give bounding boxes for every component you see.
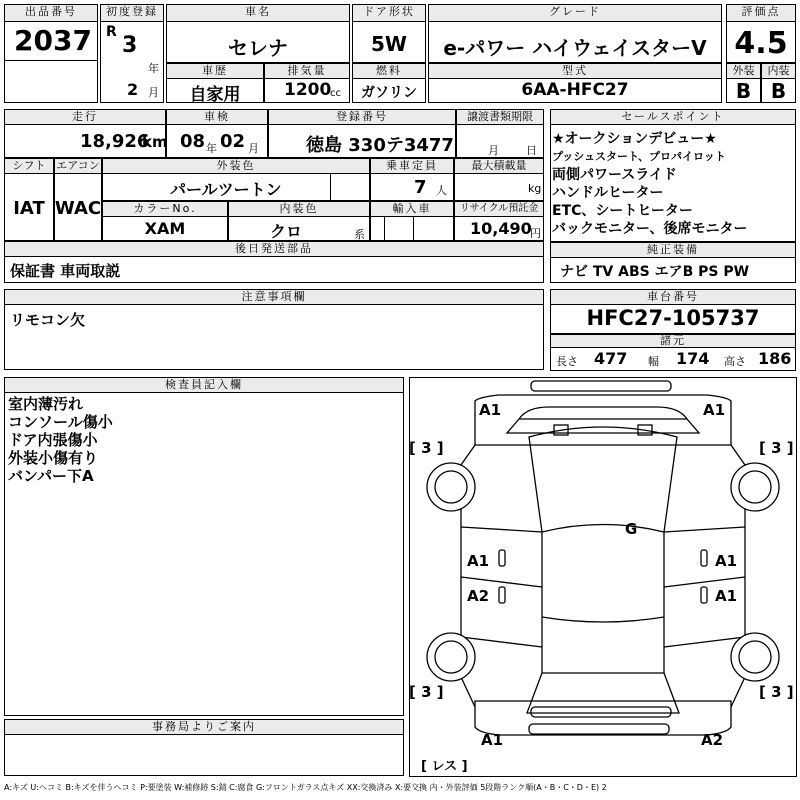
exterior-grade: B [735, 79, 752, 103]
lot-number: 2037 [14, 24, 92, 57]
transfer-deadline-label: 譲渡書類期限 [456, 109, 544, 125]
mark-door-fr: A1 [715, 552, 738, 570]
model: 6AA-HFC27 [521, 80, 629, 100]
length-label: 長さ [556, 355, 578, 368]
color-no: XAM [144, 219, 186, 238]
mark-tire-rr: [ 3 ] [759, 683, 794, 701]
specs-label: 諸元 [550, 334, 796, 348]
mark-tire-fr: [ 3 ] [759, 439, 794, 457]
sales-line: 両側パワースライド [552, 167, 677, 183]
lot-number-label: 出品番号 [4, 4, 98, 22]
mark-door-rr: A1 [715, 587, 738, 605]
inspector-label: 検査員記入欄 [4, 377, 404, 393]
recycle-fee: 10,490 [470, 219, 532, 238]
aircon-label: エアコン [54, 158, 102, 174]
car-name-label: 車名 [166, 4, 350, 22]
door-type: 5W [371, 32, 407, 56]
import-label: 輸入車 [370, 201, 454, 217]
height: 186 [758, 349, 792, 368]
sales-points-label: セールスポイント [550, 109, 796, 125]
score: 4.5 [734, 26, 788, 61]
transfer-day: 日 [526, 144, 537, 157]
mark-door-rl: A2 [467, 587, 490, 605]
fuel-label: 燃料 [352, 63, 426, 79]
era: R [106, 24, 117, 40]
grade-label: グレード [428, 4, 722, 22]
sales-line: ETC、シートヒーター [552, 203, 693, 219]
inspector-line: バンパー下A [8, 467, 94, 485]
mark-door-fl: A1 [467, 552, 490, 570]
equipment: ナビ TV ABS エアB PS PW [560, 264, 750, 280]
recycle-label: リサイクル預託金 [454, 201, 544, 217]
displacement: 1200 [284, 80, 332, 100]
inspection-label: 車検 [166, 109, 268, 125]
mileage: 18,926 [80, 131, 150, 152]
height-label: 高さ [724, 355, 746, 368]
displacement-label: 排気量 [264, 63, 350, 79]
recycle-unit: 円 [530, 227, 541, 240]
exterior-color-label: 外装色 [102, 158, 370, 174]
notes-label: 注意事項欄 [4, 289, 544, 305]
inspector-line: コンソール傷小 [8, 413, 113, 431]
aircon: WAC [54, 198, 102, 219]
lot-number-blank [4, 60, 98, 103]
year-unit: 年 [148, 62, 159, 75]
sales-line: プッシュスタート、プロパイロット [552, 150, 726, 163]
door-type-label: ドア形状 [352, 4, 426, 22]
inspection-month-unit: 月 [248, 142, 259, 155]
shift: IAT [13, 198, 45, 219]
history-label: 車歴 [166, 63, 264, 79]
interior-color-label: 内装色 [228, 201, 370, 217]
capacity-label: 乗車定員 [370, 158, 454, 174]
capacity: 7 [414, 177, 427, 198]
mark-windshield: G [625, 520, 638, 538]
exterior-label: 外装 [726, 63, 761, 79]
displacement-unit: cc [330, 88, 341, 99]
color-no-label: カラーNo. [102, 201, 228, 217]
mileage-unit: km [142, 133, 168, 151]
later-parts: 保証書 車両取説 [10, 262, 121, 280]
width-label: 幅 [648, 355, 659, 368]
later-parts-label: 後日発送部品 [4, 241, 544, 257]
width: 174 [676, 349, 710, 368]
mark-front-left: A1 [479, 401, 502, 419]
sales-line: バックモニター、後席モニター [552, 221, 748, 237]
fuel: ガソリン [361, 85, 417, 101]
exterior-color: パールツートン [170, 180, 282, 199]
sales-line: ★オークションデビュー★ [552, 131, 717, 147]
import-divider [384, 216, 414, 241]
first-registration-label: 初度登録 [100, 4, 164, 22]
inspector-line: 外装小傷有り [8, 449, 99, 467]
max-load-unit: kg [528, 182, 542, 195]
mark-tire-fl: [ 3 ] [409, 439, 444, 457]
mark-front-right: A1 [703, 401, 726, 419]
office-cell [4, 734, 404, 776]
car-name: セレナ [228, 36, 288, 60]
max-load-label: 最大積載量 [454, 158, 544, 174]
interior-color: クロ [270, 222, 303, 241]
inspection-year: 08 [180, 131, 206, 152]
inspection-month: 02 [220, 131, 246, 152]
inspector-line: 室内薄汚れ [8, 395, 84, 413]
plate-label: 登録番号 [268, 109, 456, 125]
sales-points [552, 130, 747, 238]
chassis-label: 車台番号 [550, 289, 796, 305]
month-unit: 月 [148, 86, 159, 99]
equipment-label: 純正装備 [550, 242, 796, 258]
transfer-month: 月 [488, 144, 499, 157]
sales-line: ハンドルヒーター [552, 185, 664, 201]
car-diagram [409, 377, 797, 777]
interior-label: 内装 [761, 63, 796, 79]
length: 477 [594, 349, 628, 368]
mark-tire-rl: [ 3 ] [409, 683, 444, 701]
interior-grade: B [770, 79, 787, 103]
inspector-line: ドア内張傷小 [8, 431, 98, 449]
model-label: 型式 [428, 63, 722, 79]
shift-label: シフト [4, 158, 54, 174]
mark-spare: [ レス ] [421, 759, 468, 774]
notes: リモコン欠 [10, 311, 86, 329]
legend: A:キズ U:ヘコミ B:キズを伴うヘコミ P:要塗装 W:補修跡 S:錆 C:腐食 G:フロントガラス点キズ XX:交換済み X:要交換 内・外装評価 5段階ランク順(A・B・C・D・E) 2 [4, 783, 607, 792]
inspector-notes [8, 395, 113, 485]
chassis-number: HFC27-105737 [586, 306, 760, 330]
office-label: 事務局よりご案内 [4, 719, 404, 735]
exterior-color-divider [330, 173, 370, 201]
mark-rear-left: A1 [481, 731, 504, 749]
registration-month: 2 [127, 80, 139, 99]
mark-rear-right: A2 [701, 731, 724, 749]
plate-number: 徳島 330テ3477 [306, 135, 454, 156]
history: 自家用 [189, 85, 241, 105]
inspection-year-unit: 年 [206, 142, 217, 155]
grade: e-パワー ハイウェイスターV [443, 36, 707, 60]
wheels [427, 463, 779, 681]
score-label: 評価点 [726, 4, 796, 22]
registration-year: 3 [122, 33, 138, 58]
interior-color-suffix: 系 [354, 228, 365, 241]
capacity-unit: 人 [436, 184, 447, 197]
mileage-label: 走行 [4, 109, 166, 125]
